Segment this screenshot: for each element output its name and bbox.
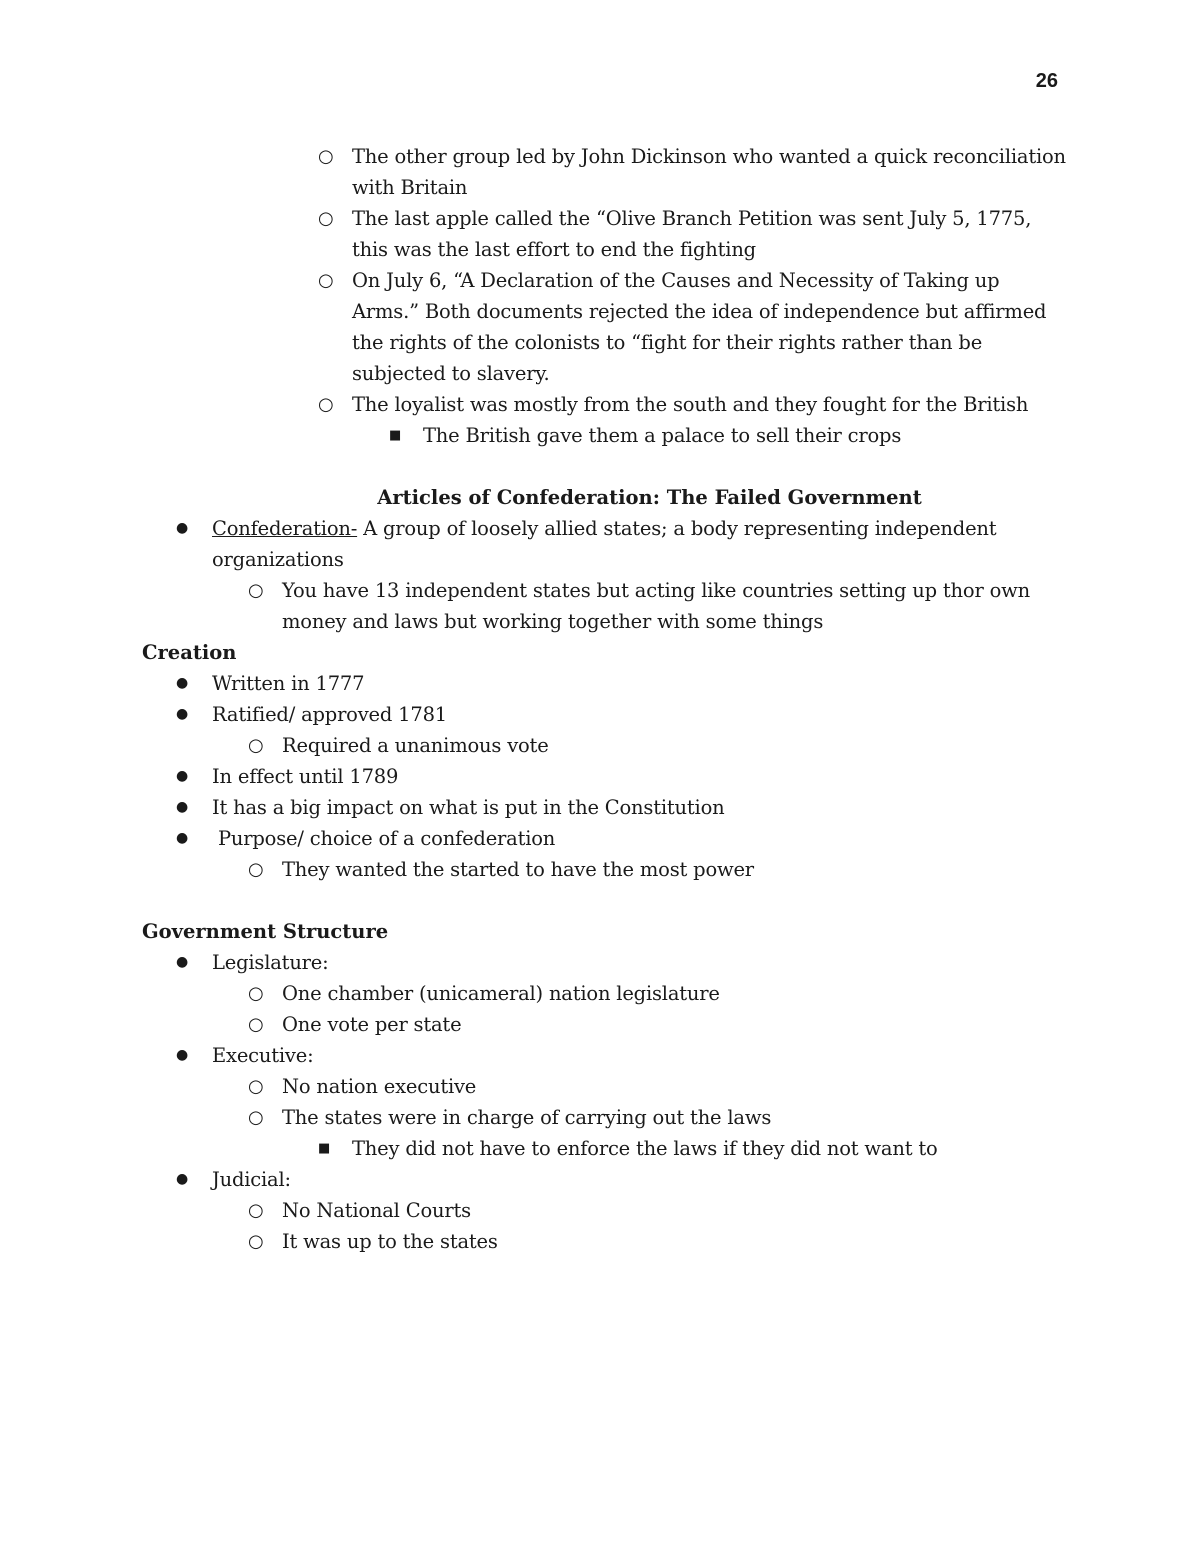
circle-bullet-icon: ○: [318, 394, 334, 415]
list-item: [142, 1071, 1067, 1102]
disc-bullet-icon: ●: [176, 520, 189, 536]
list-item-text: The last apple called the “Olive Branch Petition was sent July 5, 1775, this was the last effort to end the fighting: [352, 207, 1032, 261]
square-bullet-icon: ■: [389, 428, 402, 443]
list-item-text: They did not have to enforce the laws if they did not want to: [352, 1137, 938, 1160]
disc-bullet-icon: ●: [176, 768, 189, 784]
list-item: [142, 668, 1067, 699]
circle-bullet-icon: ○: [248, 1076, 264, 1097]
list-item: [142, 265, 1067, 389]
circle-bullet-icon: ○: [318, 270, 334, 291]
circle-bullet-icon: ○: [248, 580, 264, 601]
list-item: [142, 978, 1067, 1009]
list-item: [142, 823, 1067, 854]
list-item-text: In effect until 1789: [212, 765, 399, 788]
document-body: [142, 141, 1067, 1257]
list-item-text: Purpose/ choice of a confederation: [212, 827, 556, 850]
list-item: [142, 761, 1067, 792]
list-item: [142, 203, 1067, 265]
list-item-text: You have 13 independent states but acting like countries setting up thor own money and laws but working together with some things: [282, 579, 1030, 633]
structure-list: [142, 947, 1067, 1257]
list-item: [142, 1164, 1067, 1195]
circle-bullet-icon: ○: [248, 735, 264, 756]
list-item: [142, 420, 1067, 451]
list-item: [142, 1009, 1067, 1040]
list-item: [142, 389, 1067, 420]
circle-bullet-icon: ○: [248, 859, 264, 880]
list-item-text: One vote per state: [282, 1013, 462, 1036]
list-item-text: It has a big impact on what is put in the Constitution: [212, 796, 725, 819]
disc-bullet-icon: ●: [176, 1047, 189, 1063]
list-item-text: Written in 1777: [212, 672, 365, 695]
circle-bullet-icon: ○: [318, 208, 334, 229]
circle-bullet-icon: ○: [248, 1107, 264, 1128]
list-item: [142, 575, 1067, 637]
list-item-text: They wanted the started to have the most power: [282, 858, 754, 881]
section-heading-creation: Creation: [142, 641, 237, 664]
list-item-text: No nation executive: [282, 1075, 477, 1098]
list-item: [142, 1195, 1067, 1226]
circle-bullet-icon: ○: [318, 146, 334, 167]
list-item-text: The British gave them a palace to sell their crops: [423, 424, 902, 447]
confederation-term: Confederation-: [212, 517, 358, 540]
list-item: [142, 699, 1067, 730]
list-item-text: Executive:: [212, 1044, 314, 1067]
list-item-text: It was up to the states: [282, 1230, 498, 1253]
disc-bullet-icon: ●: [176, 799, 189, 815]
list-item-text: One chamber (unicameral) nation legislature: [282, 982, 720, 1005]
list-item: [142, 1102, 1067, 1133]
list-item-text: No National Courts: [282, 1199, 471, 1222]
confederation-definition: A group of loosely allied states; a body representing independent organizations: [212, 517, 997, 571]
list-item: [142, 854, 1067, 885]
list-item: [142, 730, 1067, 761]
section-heading-structure: Government Structure: [142, 920, 389, 943]
square-bullet-icon: ■: [318, 1141, 331, 1156]
disc-bullet-icon: ●: [176, 830, 189, 846]
circle-bullet-icon: ○: [248, 1231, 264, 1252]
list-item: [142, 141, 1067, 203]
disc-bullet-icon: ●: [176, 1171, 189, 1187]
creation-list: [142, 668, 1067, 885]
list-item: [142, 1226, 1067, 1257]
list-item: [142, 1040, 1067, 1071]
disc-bullet-icon: ●: [176, 675, 189, 691]
list-item: [142, 792, 1067, 823]
list-item-text: The other group led by John Dickinson who wanted a quick reconciliation with Britain: [352, 145, 1066, 199]
list-item: [142, 1133, 1067, 1164]
list-item-text: The states were in charge of carrying out the laws: [282, 1106, 772, 1129]
list-item-text: Judicial:: [212, 1168, 291, 1191]
circle-bullet-icon: ○: [248, 1200, 264, 1221]
list-item-text: Legislature:: [212, 951, 329, 974]
disc-bullet-icon: ●: [176, 954, 189, 970]
list-item: [142, 947, 1067, 978]
list-item: [142, 513, 1067, 575]
list-item-text: Ratified/ approved 1781: [212, 703, 447, 726]
list-item-text: The loyalist was mostly from the south and they fought for the British: [352, 393, 1029, 416]
list-item-text: On July 6, “A Declaration of the Causes and Necessity of Taking up Arms.” Both documents rejected the idea of independence but affirmed the rights of the colonists to “fight for their rights rather than be subjected to slavery.: [352, 269, 1047, 385]
section-heading-articles: Articles of Confederation: The Failed Government: [377, 486, 922, 509]
page-number: 26: [1035, 70, 1058, 92]
disc-bullet-icon: ●: [176, 706, 189, 722]
list-item-text: Required a unanimous vote: [282, 734, 549, 757]
circle-bullet-icon: ○: [248, 1014, 264, 1035]
circle-bullet-icon: ○: [248, 983, 264, 1004]
